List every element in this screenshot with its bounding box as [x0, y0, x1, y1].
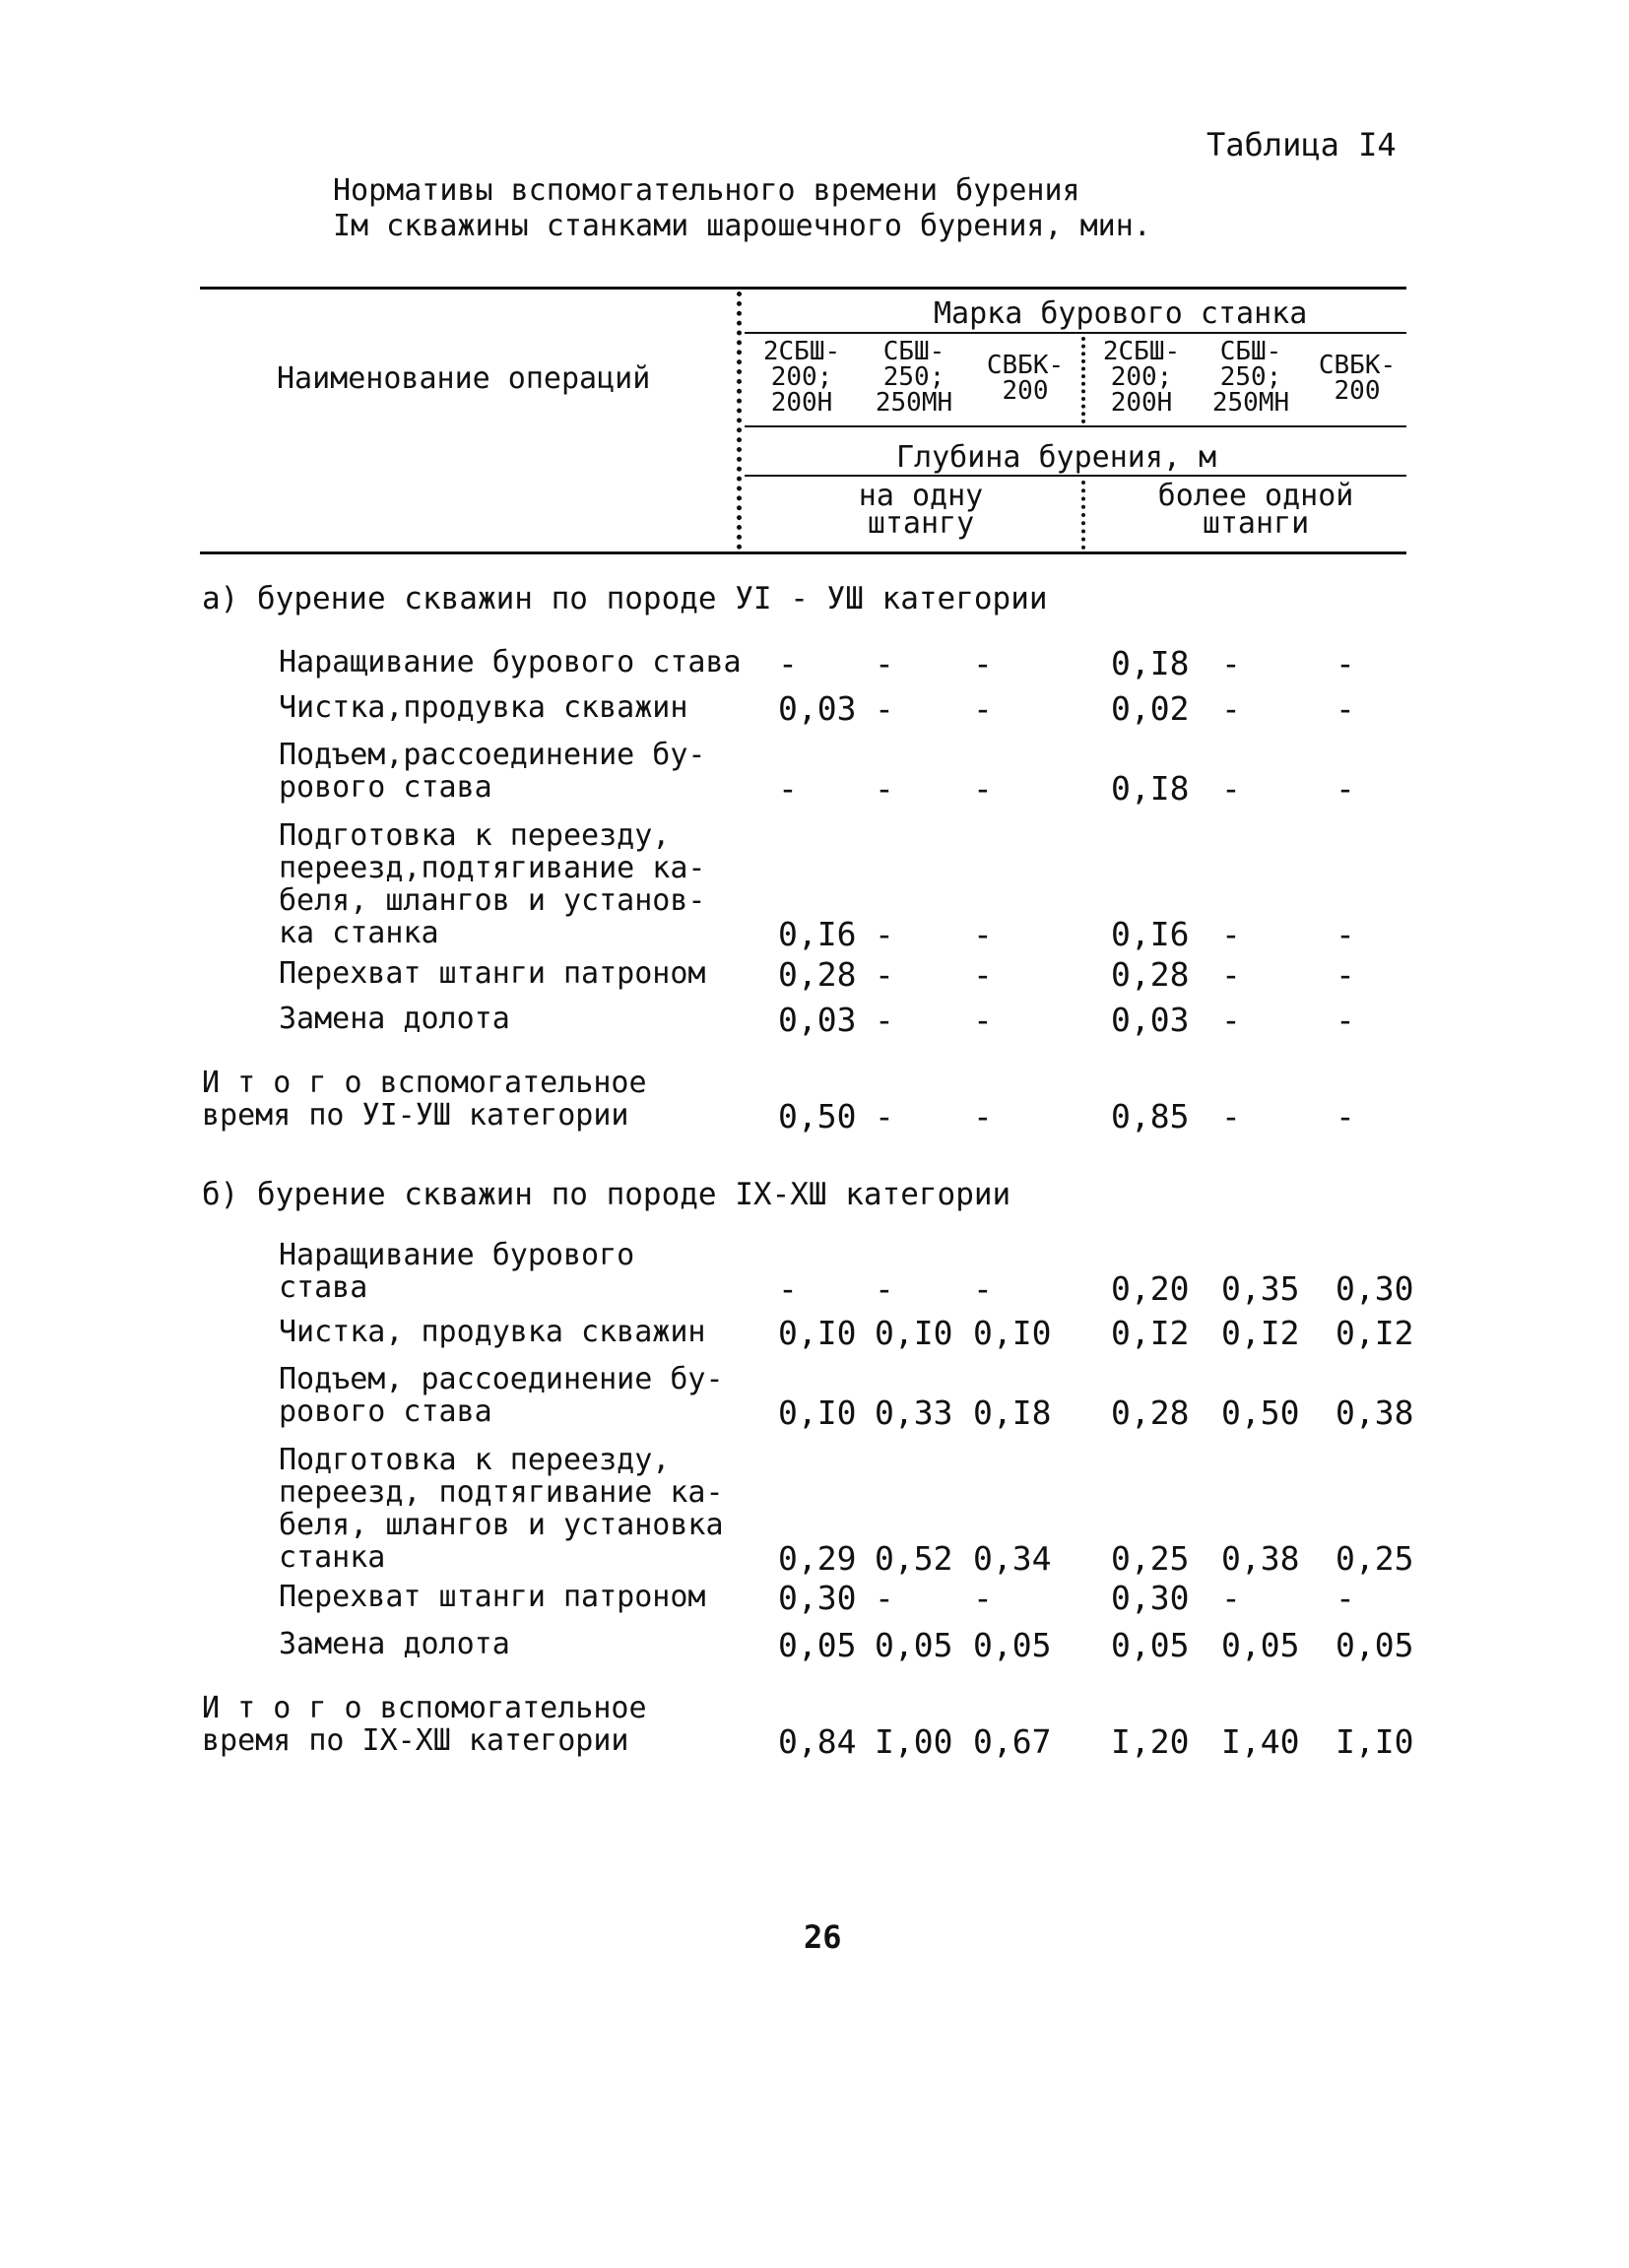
total-cell: 0,84: [778, 1722, 857, 1761]
table-cell: -: [1221, 955, 1241, 994]
depth-header: Глубина бурения, м: [896, 440, 1217, 475]
header-bottom-rule: [200, 551, 1406, 554]
title-line-1: Нормативы вспомогательного времени бурения: [333, 173, 1080, 208]
table-cell: 0,38: [1221, 1539, 1300, 1578]
machine-col-2: СБШ- 250; 250МН: [875, 337, 953, 418]
machine-brand-header: Марка бурового станка: [934, 296, 1308, 331]
table-cell: -: [973, 689, 993, 728]
table-cell: -: [1336, 915, 1355, 953]
table-cell: 0,I2: [1221, 1314, 1300, 1352]
table-cell: -: [1221, 644, 1241, 682]
table-cell: 0,33: [875, 1393, 953, 1432]
table-cell: -: [1336, 1001, 1355, 1039]
section-a-title: а) бурение скважин по породе УI - УШ категории: [202, 581, 1048, 616]
table-cell: -: [875, 689, 894, 728]
table-cell: 0,05: [1221, 1626, 1300, 1664]
table-cell: 0,30: [1336, 1269, 1414, 1308]
total-cell: -: [973, 1097, 993, 1135]
table-cell: 0,38: [1336, 1393, 1414, 1432]
table-cell: 0,I6: [1111, 915, 1190, 953]
table-cell: -: [1221, 915, 1241, 953]
more-rod-header: более одной штанги: [1157, 479, 1354, 541]
table-cell: -: [973, 644, 993, 682]
total-cell: -: [875, 1097, 894, 1135]
title-line-2: Iм скважины станками шарошечного бурения, мин.: [333, 209, 1151, 243]
table-cell: -: [875, 955, 894, 994]
table-cell: 0,I6: [778, 915, 857, 953]
table-cell: 0,52: [875, 1539, 953, 1578]
table-cell: 0,I2: [1111, 1314, 1190, 1352]
table-cell: 0,28: [1111, 1393, 1190, 1432]
table-cell: -: [875, 1579, 894, 1617]
total-cell: I,20: [1111, 1722, 1190, 1761]
depth-underline: [745, 475, 1406, 477]
total-cell: I,00: [875, 1722, 953, 1761]
table-cell: -: [1336, 644, 1355, 682]
row-label: Перехват штанги патроном: [279, 956, 706, 991]
total-label: И т о г о вспомогательное время по УI-УШ категории: [202, 1066, 647, 1133]
row-label: Подъем, рассоединение бу- рового става: [279, 1362, 724, 1429]
table-cell: 0,03: [778, 689, 857, 728]
table-cell: 0,05: [1336, 1626, 1414, 1664]
table-cell: -: [875, 1001, 894, 1039]
table-cell: 0,I2: [1336, 1314, 1414, 1352]
total-cell: -: [1336, 1097, 1355, 1135]
table-cell: 0,28: [778, 955, 857, 994]
table-cell: -: [973, 769, 993, 808]
brand-underline: [745, 332, 1406, 334]
table-cell: -: [973, 955, 993, 994]
row-label: Подготовка к переезду, переезд,подтягивание ка- беля, шлангов и установ- ка станка: [279, 818, 706, 950]
total-cell: I,40: [1221, 1722, 1300, 1761]
row-label: Чистка, продувка скважин: [279, 1315, 706, 1349]
table-title: [333, 173, 1151, 244]
table-cell: -: [778, 644, 798, 682]
section-b-title: б) бурение скважин по породе IX-XШ категории: [202, 1177, 1011, 1212]
table-cell: 0,35: [1221, 1269, 1300, 1308]
header-top-rule: [200, 287, 1406, 290]
brand-bottom-rule: [745, 425, 1406, 427]
table-cell: 0,30: [778, 1579, 857, 1617]
one-rod-header: на одну штангу: [858, 479, 984, 541]
table-cell: 0,I0: [973, 1314, 1052, 1352]
header-divider-dots: [737, 292, 742, 550]
row-label: Перехват штанги патроном: [279, 1580, 706, 1614]
total-cell: I,I0: [1336, 1722, 1414, 1761]
machine-col-1: 2СБШ- 200; 200Н: [762, 337, 841, 418]
table-cell: -: [1221, 1579, 1241, 1617]
table-number: Таблица I4: [1206, 126, 1397, 163]
table-cell: 0,30: [1111, 1579, 1190, 1617]
table-cell: 0,02: [1111, 689, 1190, 728]
table-cell: 0,I8: [1111, 769, 1190, 808]
table-cell: 0,34: [973, 1539, 1052, 1578]
row-label: Наращивание бурового става: [279, 645, 742, 680]
table-cell: 0,I0: [778, 1314, 857, 1352]
table-cell: 0,I0: [778, 1393, 857, 1432]
operations-header: Наименование операций: [277, 361, 651, 396]
table-cell: -: [875, 1269, 894, 1308]
row-label: Подъем,рассоединение бу- рового става: [279, 738, 706, 805]
machine-col-4: 2СБШ- 200; 200Н: [1102, 337, 1181, 418]
row-label: Чистка,продувка скважин: [279, 690, 688, 725]
table-cell: -: [1336, 689, 1355, 728]
table-cell: -: [778, 1269, 798, 1308]
table-cell: 0,03: [778, 1001, 857, 1039]
table-cell: -: [1221, 769, 1241, 808]
table-cell: 0,03: [1111, 1001, 1190, 1039]
total-cell: 0,67: [973, 1722, 1052, 1761]
depth-group-divider: [1081, 481, 1085, 550]
table-cell: -: [778, 769, 798, 808]
table-cell: 0,I8: [1111, 644, 1190, 682]
table-cell: 0,29: [778, 1539, 857, 1578]
table-cell: 0,28: [1111, 955, 1190, 994]
total-cell: 0,50: [778, 1097, 857, 1135]
table-cell: -: [973, 1001, 993, 1039]
brand-group-divider: [1081, 337, 1085, 423]
table-cell: -: [973, 1579, 993, 1617]
table-cell: -: [875, 644, 894, 682]
table-cell: 0,05: [1111, 1626, 1190, 1664]
machine-col-6: СВБК- 200: [1318, 351, 1397, 406]
table-cell: -: [1336, 1579, 1355, 1617]
table-cell: 0,20: [1111, 1269, 1190, 1308]
page-number: 26: [804, 1918, 842, 1956]
total-cell: -: [1221, 1097, 1241, 1135]
table-cell: -: [875, 769, 894, 808]
table-cell: -: [973, 915, 993, 953]
table-cell: -: [1336, 955, 1355, 994]
table-cell: 0,25: [1336, 1539, 1414, 1578]
row-label: Замена долота: [279, 1627, 510, 1661]
table-cell: -: [1336, 769, 1355, 808]
machine-col-5: СБШ- 250; 250МН: [1211, 337, 1290, 418]
table-cell: 0,05: [973, 1626, 1052, 1664]
row-label: Наращивание бурового става: [279, 1238, 635, 1305]
table-cell: 0,I8: [973, 1393, 1052, 1432]
table-cell: -: [1221, 689, 1241, 728]
table-cell: 0,I0: [875, 1314, 953, 1352]
total-cell: 0,85: [1111, 1097, 1190, 1135]
table-cell: -: [1221, 1001, 1241, 1039]
table-cell: -: [973, 1269, 993, 1308]
row-label: Подготовка к переезду, переезд, подтягивание ка- беля, шлангов и установка станка: [279, 1443, 724, 1575]
machine-col-3: СВБК- 200: [986, 351, 1065, 406]
table-cell: 0,50: [1221, 1393, 1300, 1432]
table-cell: -: [875, 915, 894, 953]
table-cell: 0,05: [875, 1626, 953, 1664]
row-label: Замена долота: [279, 1002, 510, 1036]
table-cell: 0,05: [778, 1626, 857, 1664]
table-cell: 0,25: [1111, 1539, 1190, 1578]
total-label: И т о г о вспомогательное время по IX-XШ категории: [202, 1691, 647, 1758]
